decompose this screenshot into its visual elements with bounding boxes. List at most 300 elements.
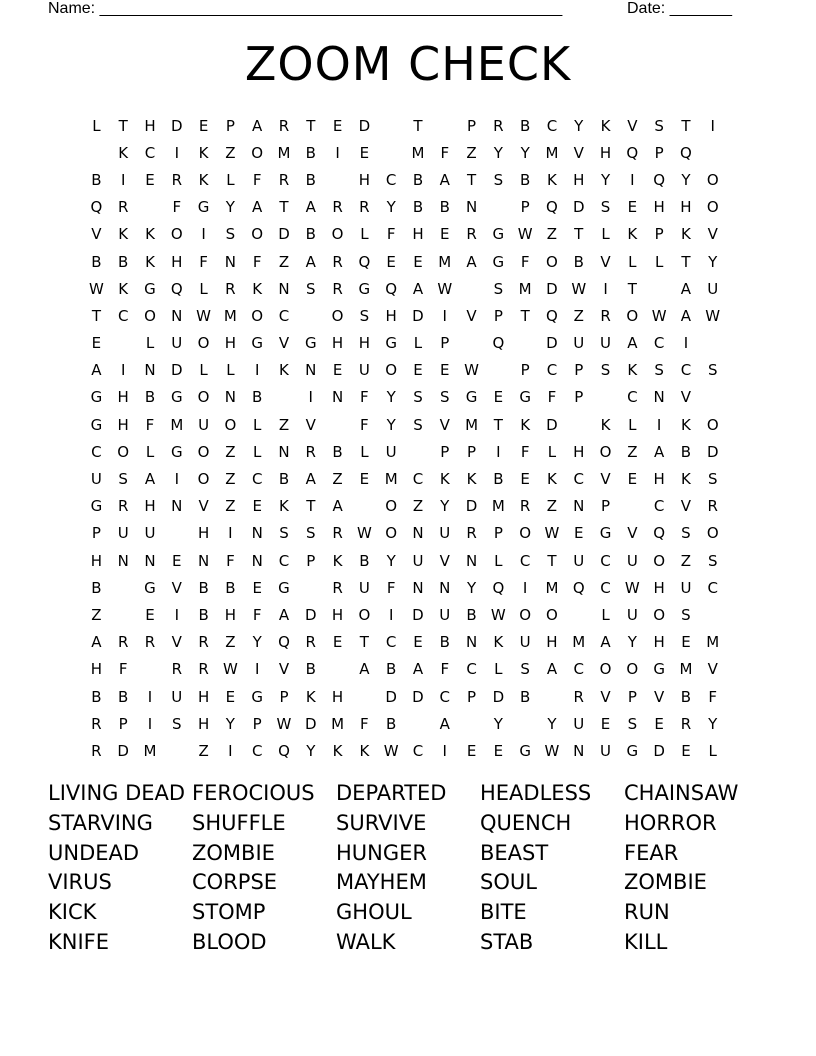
grid-letter: V xyxy=(627,524,638,543)
grid-letter: L xyxy=(360,225,369,244)
grid-letter: G xyxy=(519,741,531,760)
grid-letter: N xyxy=(144,361,156,380)
grid-letter: U xyxy=(198,415,210,434)
grid-letter: W xyxy=(517,225,533,244)
grid-letter: P xyxy=(252,714,262,733)
grid-letter: E xyxy=(252,497,262,516)
grid-letter: B xyxy=(680,442,692,461)
grid-letter: W xyxy=(464,361,479,380)
grid-letter: H xyxy=(331,605,344,624)
grid-letter: T xyxy=(547,551,557,570)
grid-letter: R xyxy=(171,170,182,189)
grid-letter: O xyxy=(626,306,639,325)
grid-letter: B xyxy=(466,605,477,624)
word-list-item: LIVING DEAD xyxy=(48,781,186,805)
grid-letter: T xyxy=(681,252,691,271)
grid-letter: B xyxy=(252,388,263,407)
grid-letter: E xyxy=(681,633,691,652)
name-field-label: Name: ____________________________________________________ xyxy=(48,0,563,17)
grid-letter: P xyxy=(440,334,450,353)
grid-letter: L xyxy=(253,415,262,434)
grid-letter: O xyxy=(251,306,264,325)
grid-letter: L xyxy=(92,116,101,135)
grid-letter: F xyxy=(547,388,557,407)
grid-letter: R xyxy=(117,198,129,217)
grid-letter: G xyxy=(492,225,505,244)
grid-letter: N xyxy=(412,578,424,597)
grid-letter: K xyxy=(198,143,209,162)
grid-letter xyxy=(110,574,137,601)
grid-letter: D xyxy=(412,605,424,624)
grid-letter: Z xyxy=(278,415,290,434)
grid-letter: U xyxy=(600,741,612,760)
header xyxy=(48,0,748,20)
grid-letter: S xyxy=(413,415,423,434)
grid-letter: H xyxy=(224,605,237,624)
grid-letter: Q xyxy=(170,279,183,298)
grid-letter: O xyxy=(519,524,532,543)
grid-letter: C xyxy=(707,578,718,597)
grid-letter: Q xyxy=(278,633,290,652)
grid-letter: V xyxy=(680,497,692,516)
grid-letter: L xyxy=(708,741,717,760)
grid-letter: E xyxy=(627,470,638,489)
grid-letter: U xyxy=(573,714,585,733)
grid-letter: T xyxy=(306,116,316,135)
grid-letter: M xyxy=(223,306,237,325)
grid-letter: M xyxy=(384,470,398,489)
grid-letter: N xyxy=(573,497,585,516)
grid-letter: O xyxy=(331,225,344,244)
grid-letter: U xyxy=(626,605,638,624)
grid-letter: V xyxy=(600,687,611,706)
grid-letter: I xyxy=(710,116,715,135)
grid-letter: O xyxy=(331,306,344,325)
grid-letter: N xyxy=(171,306,183,325)
grid-letter: W xyxy=(544,741,560,760)
grid-letter: H xyxy=(385,306,397,325)
grid-letter: L xyxy=(226,361,235,380)
grid-letter: C xyxy=(680,361,692,380)
grid-letter: U xyxy=(600,334,612,353)
grid-letter: V xyxy=(707,225,718,244)
grid-letter: H xyxy=(573,170,585,189)
grid-letter: G xyxy=(170,442,183,461)
grid-letter: I xyxy=(656,415,662,434)
grid-letter: K xyxy=(332,551,343,570)
grid-letter: V xyxy=(278,334,290,353)
grid-letter: F xyxy=(226,551,235,570)
grid-letter: O xyxy=(385,497,398,516)
grid-letter: N xyxy=(573,741,585,760)
grid-letter: R xyxy=(332,279,343,298)
grid-letter: Q xyxy=(653,170,666,189)
grid-letter: N xyxy=(439,578,451,597)
grid-letter: T xyxy=(520,306,530,325)
word-list-item: SURVIVE xyxy=(336,810,427,835)
grid-letter: O xyxy=(626,660,639,679)
grid-letter: G xyxy=(251,334,263,353)
grid-letter: V xyxy=(198,497,209,516)
grid-letter: N xyxy=(251,524,263,543)
grid-letter: S xyxy=(493,170,504,189)
grid-letter: B xyxy=(573,252,584,271)
grid-letter: N xyxy=(251,551,263,570)
grid-letter: W xyxy=(276,714,292,733)
grid-letter: B xyxy=(278,470,290,489)
grid-letter: K xyxy=(359,741,370,760)
grid-letter: D xyxy=(546,279,558,298)
grid-letter: W xyxy=(490,605,506,624)
grid-letter: K xyxy=(118,143,129,162)
grid-letter: V xyxy=(707,660,718,679)
grid-letter: B xyxy=(91,252,102,271)
grid-letter: K xyxy=(332,741,343,760)
grid-letter: M xyxy=(438,252,452,271)
grid-letter: G xyxy=(519,388,531,407)
grid-letter: A xyxy=(91,361,102,380)
grid-letter: A xyxy=(305,470,316,489)
grid-letter: D xyxy=(304,605,317,624)
grid-letter: Q xyxy=(680,143,692,162)
grid-letter: M xyxy=(545,143,559,162)
grid-letter: L xyxy=(601,225,610,244)
grid-letter: Z xyxy=(546,497,558,516)
grid-letter: E xyxy=(574,524,584,543)
grid-letter: Y xyxy=(466,578,477,597)
grid-letter: G xyxy=(358,279,371,298)
grid-letter: Y xyxy=(681,170,691,189)
grid-letter: N xyxy=(117,551,129,570)
grid-letter: E xyxy=(386,252,396,271)
grid-letter: S xyxy=(600,198,611,217)
grid-letter: V xyxy=(171,633,182,652)
grid-letter: P xyxy=(306,551,316,570)
grid-letter: B xyxy=(412,170,424,189)
grid-letter: R xyxy=(493,116,504,135)
grid-letter: E xyxy=(332,116,343,135)
grid-letter: Z xyxy=(546,225,558,244)
word-list-item: HEADLESS xyxy=(480,781,592,805)
grid-letter: F xyxy=(172,198,182,217)
grid-letter: D xyxy=(358,116,371,135)
grid-letter: O xyxy=(385,524,398,543)
grid-letter: E xyxy=(359,470,370,489)
grid-letter: O xyxy=(197,470,210,489)
grid-letter: H xyxy=(653,578,665,597)
grid-letter: I xyxy=(147,714,153,733)
grid-letter: B xyxy=(91,578,102,597)
grid-letter: R xyxy=(305,633,316,652)
grid-letter: H xyxy=(171,252,183,271)
grid-letter: K xyxy=(681,225,691,244)
grid-letter: Q xyxy=(492,334,505,353)
grid-letter: I xyxy=(174,605,179,624)
grid-letter: F xyxy=(252,170,262,189)
grid-letter: O xyxy=(224,415,237,434)
word-list-item: GHOUL xyxy=(336,900,412,925)
grid-letter: B xyxy=(305,225,316,244)
grid-letter: P xyxy=(520,198,530,217)
grid-letter: O xyxy=(117,442,130,461)
grid-letter: H xyxy=(331,334,344,353)
grid-letter: K xyxy=(627,225,638,244)
grid-letter: E xyxy=(654,714,664,733)
grid-letter: U xyxy=(680,578,692,597)
grid-letter: U xyxy=(412,551,424,570)
grid-letter: K xyxy=(681,415,691,434)
grid-letter: B xyxy=(118,252,129,271)
grid-letter: Y xyxy=(225,714,235,733)
grid-letter: H xyxy=(197,714,210,733)
date-field-label: Date: _______ xyxy=(627,0,732,17)
grid-letter: C xyxy=(251,470,263,489)
grid-letter: K xyxy=(547,170,557,189)
grid-letter: K xyxy=(118,225,129,244)
grid-letter xyxy=(137,656,164,683)
grid-letter: B xyxy=(493,470,504,489)
grid-letter: B xyxy=(91,687,102,706)
grid-letter: K xyxy=(305,687,316,706)
grid-letter: S xyxy=(279,524,289,543)
grid-letter: T xyxy=(279,198,289,217)
grid-letter: C xyxy=(627,388,638,407)
grid-letter: K xyxy=(145,225,155,244)
grid-letter: F xyxy=(440,660,450,679)
grid-letter: Y xyxy=(574,116,584,135)
grid-letter: Y xyxy=(252,633,262,652)
grid-letter: P xyxy=(440,442,450,461)
grid-letter xyxy=(324,656,351,683)
grid-letter: D xyxy=(465,497,478,516)
grid-letter: Y xyxy=(627,633,637,652)
grid-letter: U xyxy=(385,442,397,461)
grid-letter: D xyxy=(706,442,719,461)
grid-letter: Y xyxy=(520,143,530,162)
grid-letter: K xyxy=(439,470,450,489)
grid-letter: T xyxy=(681,116,691,135)
grid-letter: I xyxy=(174,470,179,489)
grid-letter: N xyxy=(465,551,478,570)
grid-letter: H xyxy=(653,633,665,652)
grid-letter: C xyxy=(144,143,156,162)
grid-letter xyxy=(699,139,726,166)
grid-letter: C xyxy=(653,497,665,516)
grid-letter: S xyxy=(493,279,504,298)
grid-letter: I xyxy=(388,605,394,624)
grid-letter: N xyxy=(412,524,424,543)
grid-letter xyxy=(351,683,378,710)
grid-letter: H xyxy=(90,660,103,679)
grid-letter: C xyxy=(573,470,584,489)
grid-letter: O xyxy=(197,388,210,407)
grid-letter: V xyxy=(654,687,665,706)
grid-letter: N xyxy=(465,198,478,217)
grid-letter: W xyxy=(624,578,640,597)
grid-letter: N xyxy=(224,388,236,407)
grid-letter: C xyxy=(653,334,665,353)
grid-letter: D xyxy=(546,415,558,434)
word-list-item: CHAINSAW xyxy=(624,781,739,805)
grid-letter: G xyxy=(465,388,478,407)
grid-letter: B xyxy=(118,687,129,706)
grid-letter: K xyxy=(252,279,263,298)
grid-letter: B xyxy=(520,170,531,189)
grid-letter: Z xyxy=(91,605,102,624)
grid-letter: B xyxy=(520,116,531,135)
grid-letter: F xyxy=(199,252,208,271)
grid-letter: A xyxy=(252,198,263,217)
grid-letter: I xyxy=(683,334,689,353)
grid-letter: A xyxy=(654,442,665,461)
grid-letter xyxy=(646,275,673,302)
grid-letter: Q xyxy=(626,143,639,162)
word-list-item: VIRUS xyxy=(48,870,112,895)
grid-letter xyxy=(512,710,539,737)
grid-letter: D xyxy=(304,714,317,733)
grid-letter: E xyxy=(252,578,262,597)
grid-letter: Z xyxy=(225,470,236,489)
grid-letter: L xyxy=(628,252,637,271)
grid-letter xyxy=(485,357,512,384)
grid-letter: E xyxy=(520,470,530,489)
grid-letter: Z xyxy=(627,442,638,461)
grid-letter: Y xyxy=(708,252,718,271)
grid-letter: W xyxy=(651,306,667,325)
grid-letter: A xyxy=(332,497,343,516)
grid-letter: C xyxy=(278,551,290,570)
grid-letter: P xyxy=(601,497,611,516)
grid-letter: Y xyxy=(306,741,316,760)
grid-letter: R xyxy=(117,497,129,516)
grid-letter: G xyxy=(385,334,397,353)
grid-letter: F xyxy=(440,143,450,162)
word-list-item: CORPSE xyxy=(192,870,278,895)
grid-letter: E xyxy=(145,170,155,189)
grid-letter: S xyxy=(654,361,664,380)
grid-letter: A xyxy=(91,633,102,652)
grid-letter: O xyxy=(251,143,264,162)
grid-letter: I xyxy=(254,361,260,380)
grid-letter: R xyxy=(278,170,290,189)
grid-letter xyxy=(163,737,190,764)
grid-letter: P xyxy=(493,306,503,325)
grid-letter: W xyxy=(571,279,587,298)
grid-letter: V xyxy=(439,415,450,434)
grid-letter: F xyxy=(360,415,369,434)
grid-letter: L xyxy=(601,605,610,624)
grid-letter: C xyxy=(385,170,397,189)
grid-letter: N xyxy=(278,442,290,461)
grid-letter: P xyxy=(225,116,235,135)
grid-letter: S xyxy=(306,279,316,298)
grid-letter: W xyxy=(437,279,453,298)
word-list-item: STAB xyxy=(480,929,534,954)
grid-letter: H xyxy=(197,524,210,543)
grid-letter: G xyxy=(144,578,156,597)
grid-letter: F xyxy=(145,415,155,434)
grid-letter: M xyxy=(572,633,586,652)
grid-letter: P xyxy=(467,116,477,135)
word-list-item: BEAST xyxy=(480,840,549,865)
grid-letter: O xyxy=(706,524,719,543)
grid-letter: U xyxy=(439,524,451,543)
grid-letter xyxy=(405,710,432,737)
grid-letter: C xyxy=(600,551,611,570)
grid-letter: H xyxy=(117,415,129,434)
grid-letter: G xyxy=(251,687,263,706)
grid-letter: A xyxy=(359,660,370,679)
grid-letter: D xyxy=(653,741,665,760)
grid-letter: P xyxy=(91,524,101,543)
grid-letter: S xyxy=(600,361,611,380)
grid-letter: R xyxy=(305,442,316,461)
grid-letter: S xyxy=(225,225,236,244)
grid-letter: U xyxy=(90,470,102,489)
letter-grid xyxy=(83,112,726,765)
grid-letter: R xyxy=(466,524,477,543)
grid-letter: Z xyxy=(573,306,584,325)
grid-letter: S xyxy=(681,605,691,624)
grid-letter: S xyxy=(654,116,664,135)
grid-letter: S xyxy=(627,714,638,733)
grid-letter: R xyxy=(573,687,584,706)
grid-letter: B xyxy=(225,578,236,597)
grid-letter xyxy=(699,330,726,357)
grid-letter xyxy=(110,601,137,628)
grid-letter: V xyxy=(439,551,450,570)
grid-letter: C xyxy=(117,306,129,325)
grid-letter xyxy=(110,330,137,357)
grid-letter: G xyxy=(653,660,665,679)
grid-letter: A xyxy=(680,279,692,298)
word-list xyxy=(48,779,768,958)
grid-letter: N xyxy=(465,633,478,652)
grid-letter: C xyxy=(546,116,558,135)
grid-letter: D xyxy=(278,225,290,244)
grid-letter: V xyxy=(573,143,584,162)
grid-letter: G xyxy=(90,388,103,407)
grid-letter: Z xyxy=(225,497,236,516)
grid-letter: L xyxy=(494,660,503,679)
grid-letter xyxy=(485,194,512,221)
grid-letter: P xyxy=(467,687,477,706)
grid-letter xyxy=(619,493,646,520)
grid-letter: F xyxy=(708,687,718,706)
grid-letter: C xyxy=(546,361,558,380)
grid-letter: A xyxy=(439,714,450,733)
grid-letter: I xyxy=(496,442,501,461)
grid-letter: S xyxy=(118,470,128,489)
grid-letter: H xyxy=(224,334,237,353)
grid-letter: Z xyxy=(412,497,424,516)
grid-letter: E xyxy=(413,361,423,380)
grid-letter: R xyxy=(332,252,343,271)
grid-letter: B xyxy=(520,687,531,706)
grid-letter: C xyxy=(466,660,477,679)
grid-letter: V xyxy=(466,306,477,325)
grid-letter: N xyxy=(331,388,344,407)
grid-letter: Y xyxy=(708,714,718,733)
grid-letter xyxy=(351,493,378,520)
grid-letter: B xyxy=(680,687,692,706)
grid-letter: G xyxy=(304,334,317,353)
grid-letter: P xyxy=(574,361,584,380)
grid-letter: O xyxy=(519,605,532,624)
grid-letter: N xyxy=(278,279,290,298)
grid-letter: B xyxy=(198,605,209,624)
grid-letter: L xyxy=(145,442,155,461)
